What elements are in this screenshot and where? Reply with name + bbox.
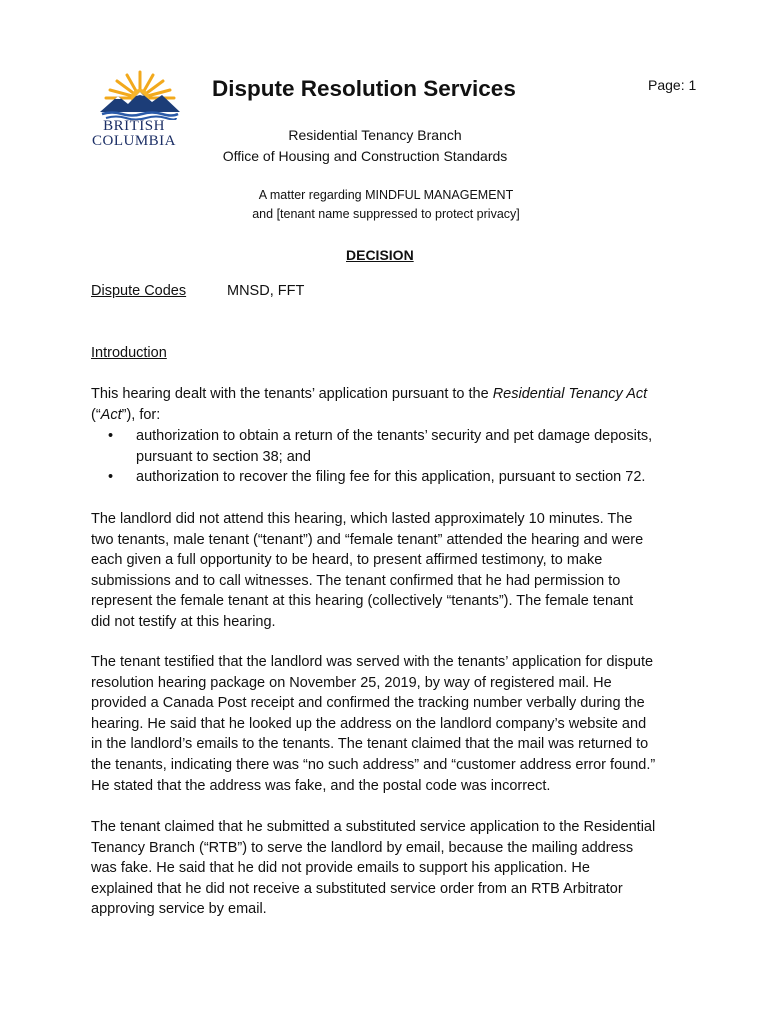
- service-paragraph: [91, 652, 691, 796]
- matter-line-2: and [tenant name suppressed to protect privacy]: [252, 207, 520, 221]
- intro-text-b: (“: [91, 406, 101, 423]
- paragraph-line: approving service by email.: [91, 901, 267, 918]
- intro-line-2: [91, 405, 691, 426]
- office-name: Office of Housing and Construction Standards: [222, 148, 508, 164]
- dispute-codes-label: Dispute Codes: [91, 283, 187, 299]
- paragraph-line: explained that he did not receive a substituted service order from an RTB Arbitrator: [91, 880, 623, 897]
- act-abbr: Act: [100, 406, 122, 423]
- branch-name: Residential Tenancy Branch: [288, 127, 462, 143]
- logo-wordmark-line2: COLUMBIA: [91, 133, 176, 149]
- paragraph-line: submissions and to call witnesses. The tenant confirmed that he had permission to: [91, 572, 621, 589]
- paragraph-line: hearing. He said that he looked up the address on the landlord company’s website and: [91, 715, 647, 732]
- paragraph-line: each given a full opportunity to be heard, to present affirmed testimony, to make: [91, 552, 603, 569]
- introduction-heading: Introduction: [91, 345, 167, 361]
- act-name: Residential Tenancy Act: [492, 386, 648, 402]
- paragraph-line: The landlord did not attend this hearing, which lasted approximately 10 minutes. The: [91, 511, 633, 527]
- page-title: Dispute Resolution Services: [212, 76, 516, 101]
- list-item: [108, 467, 688, 488]
- intro-text-a: This hearing dealt with the tenants’ application pursuant to the: [91, 386, 493, 402]
- intro-line-1: [91, 384, 691, 405]
- paragraph-line: two tenants, male tenant (“tenant”) and “female tenant” attended the hearing and were: [91, 531, 644, 548]
- substituted-service-paragraph: [91, 817, 691, 920]
- paragraph-line: was fake. He said that he did not provide emails to support his application. He: [91, 860, 590, 877]
- paragraph-line: the tenants, indicating there was “no such address” and “customer address error found.”: [91, 756, 656, 773]
- paragraph-line: did not testify at this hearing.: [91, 613, 276, 630]
- bullet-icon: •: [108, 428, 114, 444]
- intro-paragraph: [91, 384, 691, 425]
- paragraph-line: The tenant testified that the landlord was served with the tenants’ application for dispute: [91, 654, 654, 670]
- bullet-2-line-1: authorization to recover the filing fee for this application, pursuant to section 72.: [136, 469, 646, 486]
- paragraph-line: He stated that the address was fake, and the postal code was incorrect.: [91, 777, 551, 794]
- paragraph-line: resolution hearing package on November 25, 2019, by way of registered mail. He: [91, 674, 612, 691]
- claims-list: [108, 426, 688, 488]
- page-number: Page: 1: [648, 77, 697, 93]
- bullet-icon: •: [108, 469, 114, 486]
- decision-heading: DECISION: [346, 247, 414, 263]
- list-item: [108, 426, 688, 467]
- hearing-attendance-paragraph: [91, 509, 691, 633]
- bullet-1-line-1: authorization to obtain a return of the tenants’ security and pet damage deposits,: [136, 428, 653, 444]
- logo-wordmark-line1: BRITISH: [103, 118, 165, 134]
- intro-text-c: ”), for:: [121, 406, 161, 423]
- matter-line-1: A matter regarding MINDFUL MANAGEMENT: [258, 188, 514, 202]
- dispute-codes-value: MNSD, FFT: [227, 283, 305, 299]
- paragraph-line: Tenancy Branch (“RTB”) to serve the landlord by email, because the mailing address: [91, 839, 634, 856]
- paragraph-line: represent the female tenant at this hearing (collectively “tenants”). The female tenant: [91, 593, 634, 610]
- sun-mountain-emblem-icon: [92, 68, 188, 120]
- paragraph-line: provided a Canada Post receipt and confirmed the tracking number verbally during the: [91, 695, 645, 712]
- paragraph-line: The tenant claimed that he submitted a substituted service application to the Residential: [91, 819, 656, 835]
- bullet-1-line-2: pursuant to section 38; and: [136, 448, 311, 465]
- paragraph-line: in the landlord’s emails to the tenants. The tenant claimed that the mail was returned to: [91, 736, 649, 753]
